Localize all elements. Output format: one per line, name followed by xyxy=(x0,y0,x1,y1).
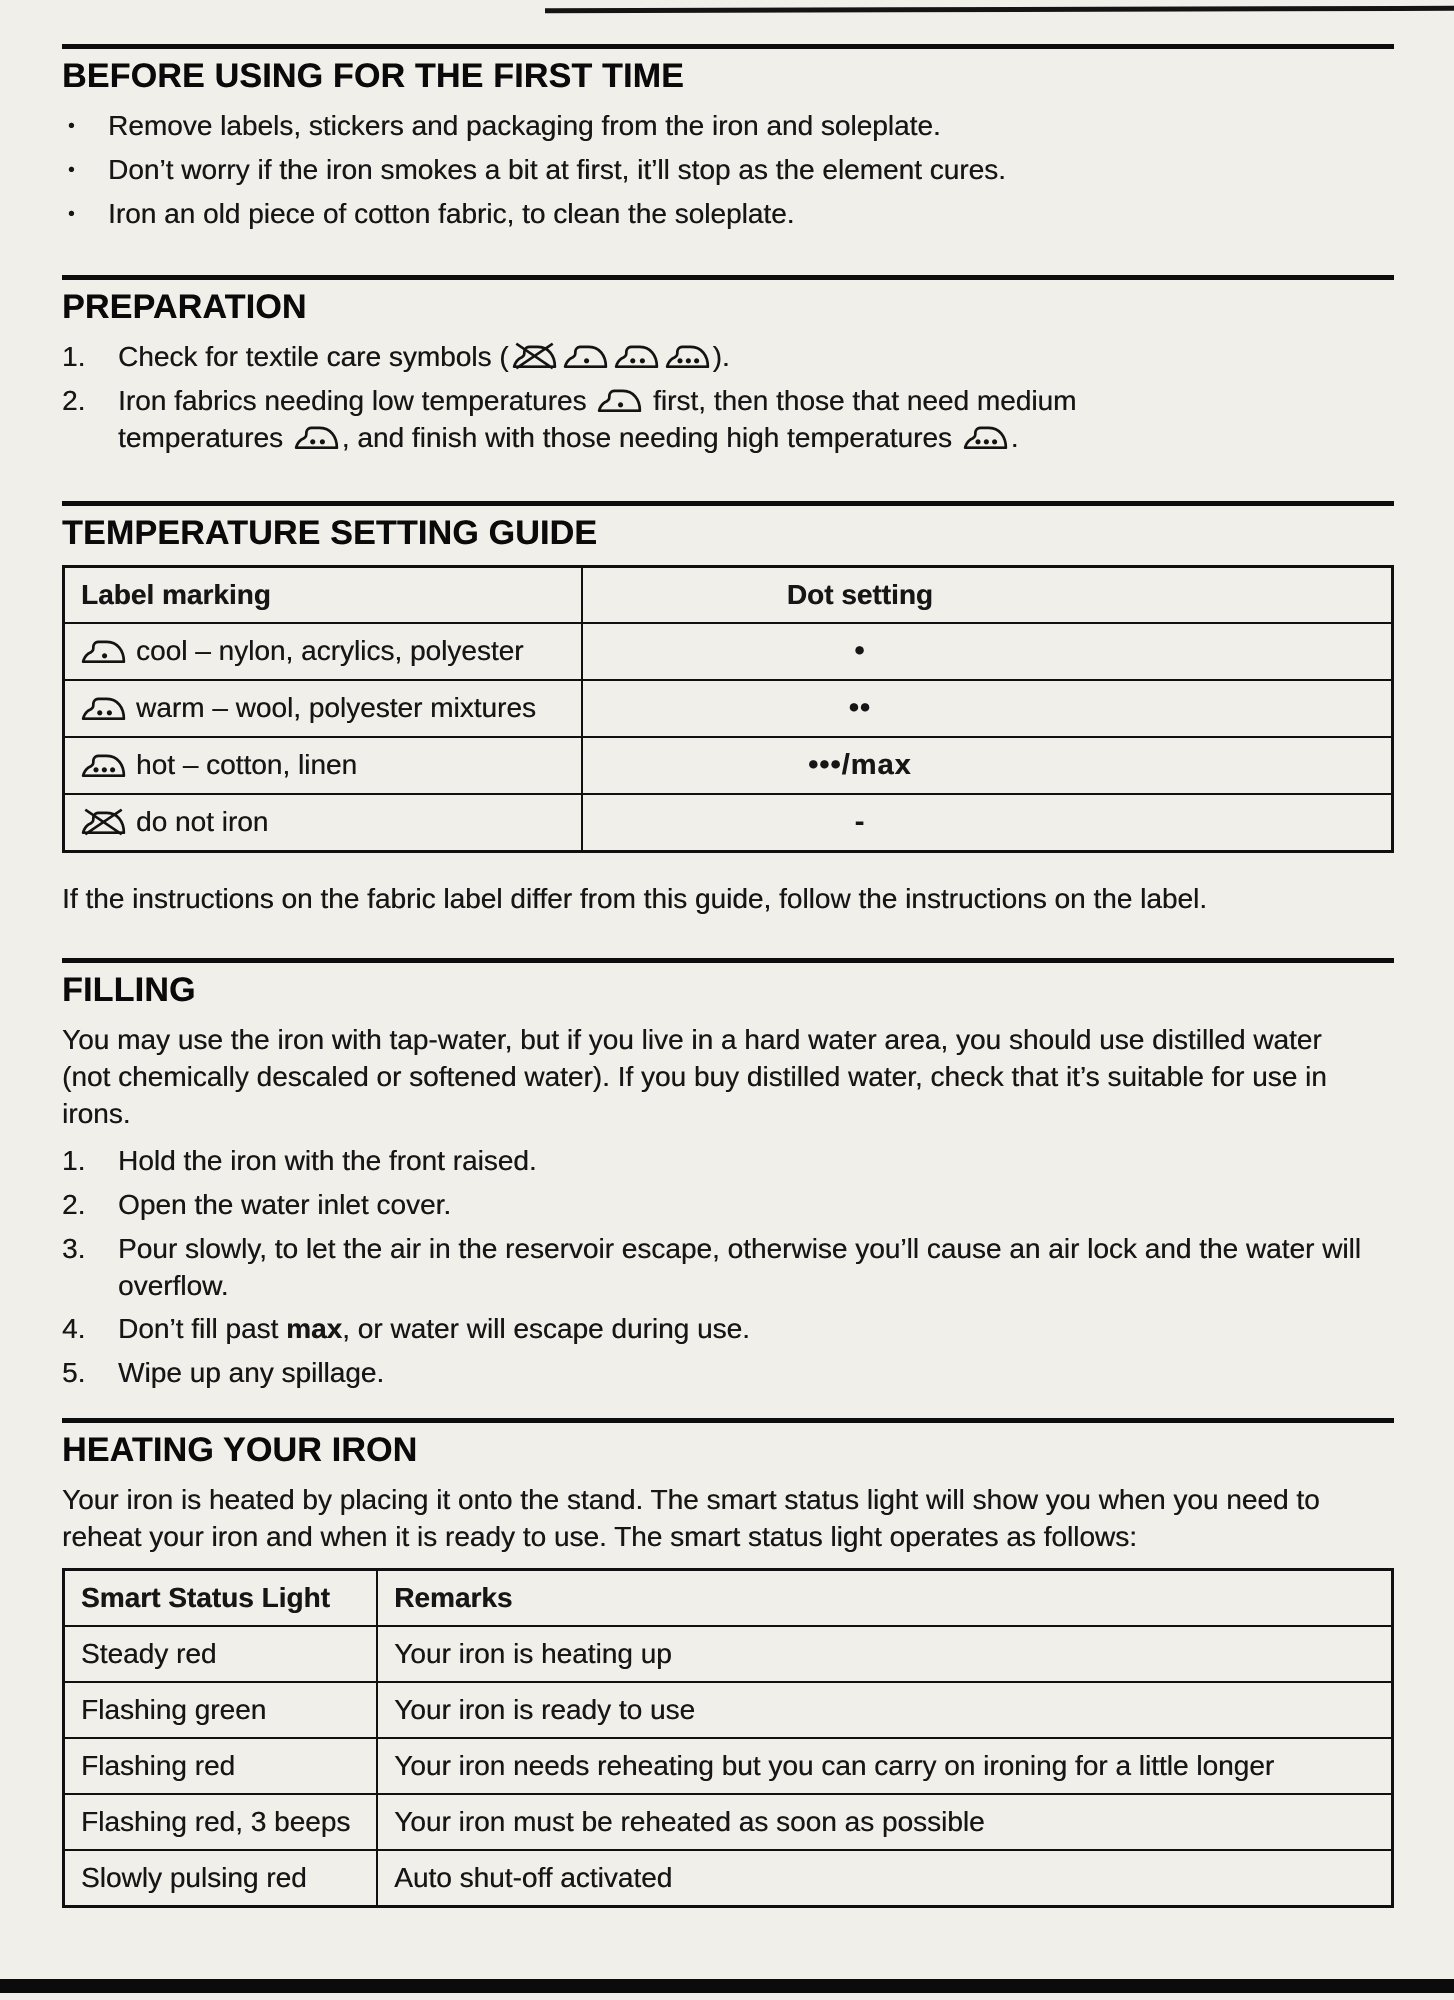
table-row xyxy=(64,623,1393,680)
dot-setting-cell: - xyxy=(582,794,1393,852)
text-fragment: , or water will escape during use. xyxy=(342,1313,750,1345)
bullet-glyph: • xyxy=(68,116,75,137)
label-marking-cell xyxy=(64,680,582,737)
table-header-row xyxy=(64,566,1393,623)
remark-cell: Your iron needs reheating but you can carry on ironing for a little longer xyxy=(377,1738,1392,1794)
list-item xyxy=(62,1231,1394,1305)
list-number: 1. xyxy=(62,341,86,372)
remark-cell: Your iron is ready to use xyxy=(377,1682,1392,1738)
table-row xyxy=(64,1682,1393,1738)
list-text xyxy=(118,383,1394,457)
dot-setting-cell: •• xyxy=(582,680,1393,737)
section-title-heating: HEATING YOUR IRON xyxy=(62,1431,418,1470)
label-marking-cell xyxy=(64,794,582,852)
status-light-cell: Slowly pulsing red xyxy=(64,1850,378,1907)
text-fragment: . xyxy=(1010,421,1019,453)
scan-artifact-bottom-bar xyxy=(0,1979,1454,1993)
iron-3-dot-icon xyxy=(963,423,1008,451)
text-fragment: temperatures xyxy=(118,421,283,453)
section-title-preparation: PREPARATION xyxy=(62,288,307,326)
iron-2-dot-icon xyxy=(614,342,659,370)
status-light-cell: Flashing green xyxy=(64,1682,378,1738)
text-fragment: ). xyxy=(712,341,730,372)
manual-page-content xyxy=(62,0,1394,1908)
text-fragment: Check for textile care symbols ( xyxy=(118,341,509,372)
iron-2-dot-icon xyxy=(81,694,126,722)
smart-status-light-table xyxy=(62,1568,1394,1908)
list-text: Hold the iron with the front raised. xyxy=(118,1144,537,1176)
list-number: 5. xyxy=(62,1357,86,1389)
bullet-text: Remove labels, stickers and packaging from the iron and soleplate. xyxy=(108,110,941,141)
iron-1-dot-icon xyxy=(81,637,126,665)
section-title-temperature-guide: TEMPERATURE SETTING GUIDE xyxy=(62,513,598,552)
heating-intro: Your iron is heated by placing it onto the stand. The smart status light will show you when you need to reheat your iron and when it is ready to use. The smart status light operates as follows: xyxy=(62,1484,1320,1553)
iron-3-dot-icon xyxy=(81,751,126,779)
table-row xyxy=(64,680,1393,737)
list-text xyxy=(118,339,1394,376)
list-text: Open the water inlet cover. xyxy=(118,1188,452,1220)
list-item xyxy=(62,339,1394,376)
label-text: do not iron xyxy=(136,806,269,838)
remark-cell: Your iron must be reheated as soon as possible xyxy=(377,1794,1392,1850)
list-item xyxy=(62,1311,1394,1348)
iron-1-dot-icon xyxy=(597,386,642,414)
filling-intro: You may use the iron with tap-water, but if you live in a hard water area, you should use distilled water (not chemically descaled or softened water). If you buy distilled water, check that it’s suitable for use in irons. xyxy=(62,1023,1327,1129)
table-row xyxy=(64,737,1393,794)
temperature-setting-table xyxy=(62,565,1394,853)
table-row xyxy=(64,794,1393,852)
dot-setting-cell: • xyxy=(582,623,1393,680)
fabric-label-note: If the instructions on the fabric label differ from this guide, follow the instructions on the label. xyxy=(62,882,1207,914)
column-header-remarks: Remarks xyxy=(377,1570,1392,1627)
table-row xyxy=(64,1738,1393,1794)
bullet-item xyxy=(62,108,1394,145)
list-number: 1. xyxy=(62,1144,86,1176)
filling-steps-list xyxy=(62,1143,1394,1393)
column-header-label-marking: Label marking xyxy=(64,566,582,623)
max-emphasis: max xyxy=(286,1313,343,1345)
list-item xyxy=(62,383,1394,457)
text-fragment: , and finish with those needing high temperatures xyxy=(341,421,952,453)
do-not-iron-icon xyxy=(512,342,557,370)
bullet-glyph: • xyxy=(68,160,75,181)
iron-3-dot-icon xyxy=(665,342,710,370)
list-item xyxy=(62,1187,1394,1224)
iron-2-dot-icon xyxy=(294,423,339,451)
bullet-item xyxy=(62,196,1394,233)
remark-cell: Your iron is heating up xyxy=(377,1626,1392,1682)
text-fragment: first, then those that need medium xyxy=(653,384,1077,416)
list-number: 2. xyxy=(62,1188,86,1220)
status-light-cell: Flashing red xyxy=(64,1738,378,1794)
list-item xyxy=(62,1355,1394,1392)
label-text: cool – nylon, acrylics, polyester xyxy=(136,635,524,667)
bullet-text: Iron an old piece of cotton fabric, to clean the soleplate. xyxy=(108,198,795,229)
list-text xyxy=(118,1311,1394,1348)
preparation-list xyxy=(62,339,1394,457)
status-light-cell: Flashing red, 3 beeps xyxy=(64,1794,378,1850)
text-fragment: Don’t fill past xyxy=(118,1313,287,1345)
do-not-iron-icon xyxy=(81,808,126,836)
section-preparation xyxy=(62,275,1394,457)
section-heating xyxy=(62,1418,1394,1908)
list-text: Pour slowly, to let the air in the reservoir escape, otherwise you’ll cause an air lock and the water will overflow. xyxy=(118,1232,1361,1301)
text-fragment: Iron fabrics needing low temperatures xyxy=(118,384,587,416)
list-number: 2. xyxy=(62,384,86,416)
column-header-smart-status-light: Smart Status Light xyxy=(64,1570,378,1627)
section-temperature-guide xyxy=(62,501,1394,918)
list-item xyxy=(62,1143,1394,1180)
label-text: hot – cotton, linen xyxy=(136,749,358,781)
table-row xyxy=(64,1794,1393,1850)
before-using-bullet-list xyxy=(62,108,1394,233)
table-row xyxy=(64,1626,1393,1682)
label-marking-cell xyxy=(64,623,582,680)
section-title-before-using: BEFORE USING FOR THE FIRST TIME xyxy=(62,57,684,95)
table-row xyxy=(64,1850,1393,1907)
label-marking-cell xyxy=(64,737,582,794)
section-filling xyxy=(62,958,1394,1393)
section-before-using xyxy=(62,44,1394,233)
list-text: Wipe up any spillage. xyxy=(118,1357,385,1389)
remark-cell: Auto shut-off activated xyxy=(377,1850,1392,1907)
table-header-row xyxy=(64,1570,1393,1627)
list-number: 3. xyxy=(62,1232,86,1264)
iron-1-dot-icon xyxy=(563,342,608,370)
label-text: warm – wool, polyester mixtures xyxy=(136,692,536,724)
bullet-item xyxy=(62,152,1394,189)
bullet-text: Don’t worry if the iron smokes a bit at first, it’ll stop as the element cures. xyxy=(108,154,1006,185)
list-number: 4. xyxy=(62,1313,86,1345)
dot-setting-cell: •••/max xyxy=(582,737,1393,794)
section-title-filling: FILLING xyxy=(62,970,196,1009)
status-light-cell: Steady red xyxy=(64,1626,378,1682)
column-header-dot-setting: Dot setting xyxy=(582,566,1393,623)
bullet-glyph: • xyxy=(68,204,75,225)
